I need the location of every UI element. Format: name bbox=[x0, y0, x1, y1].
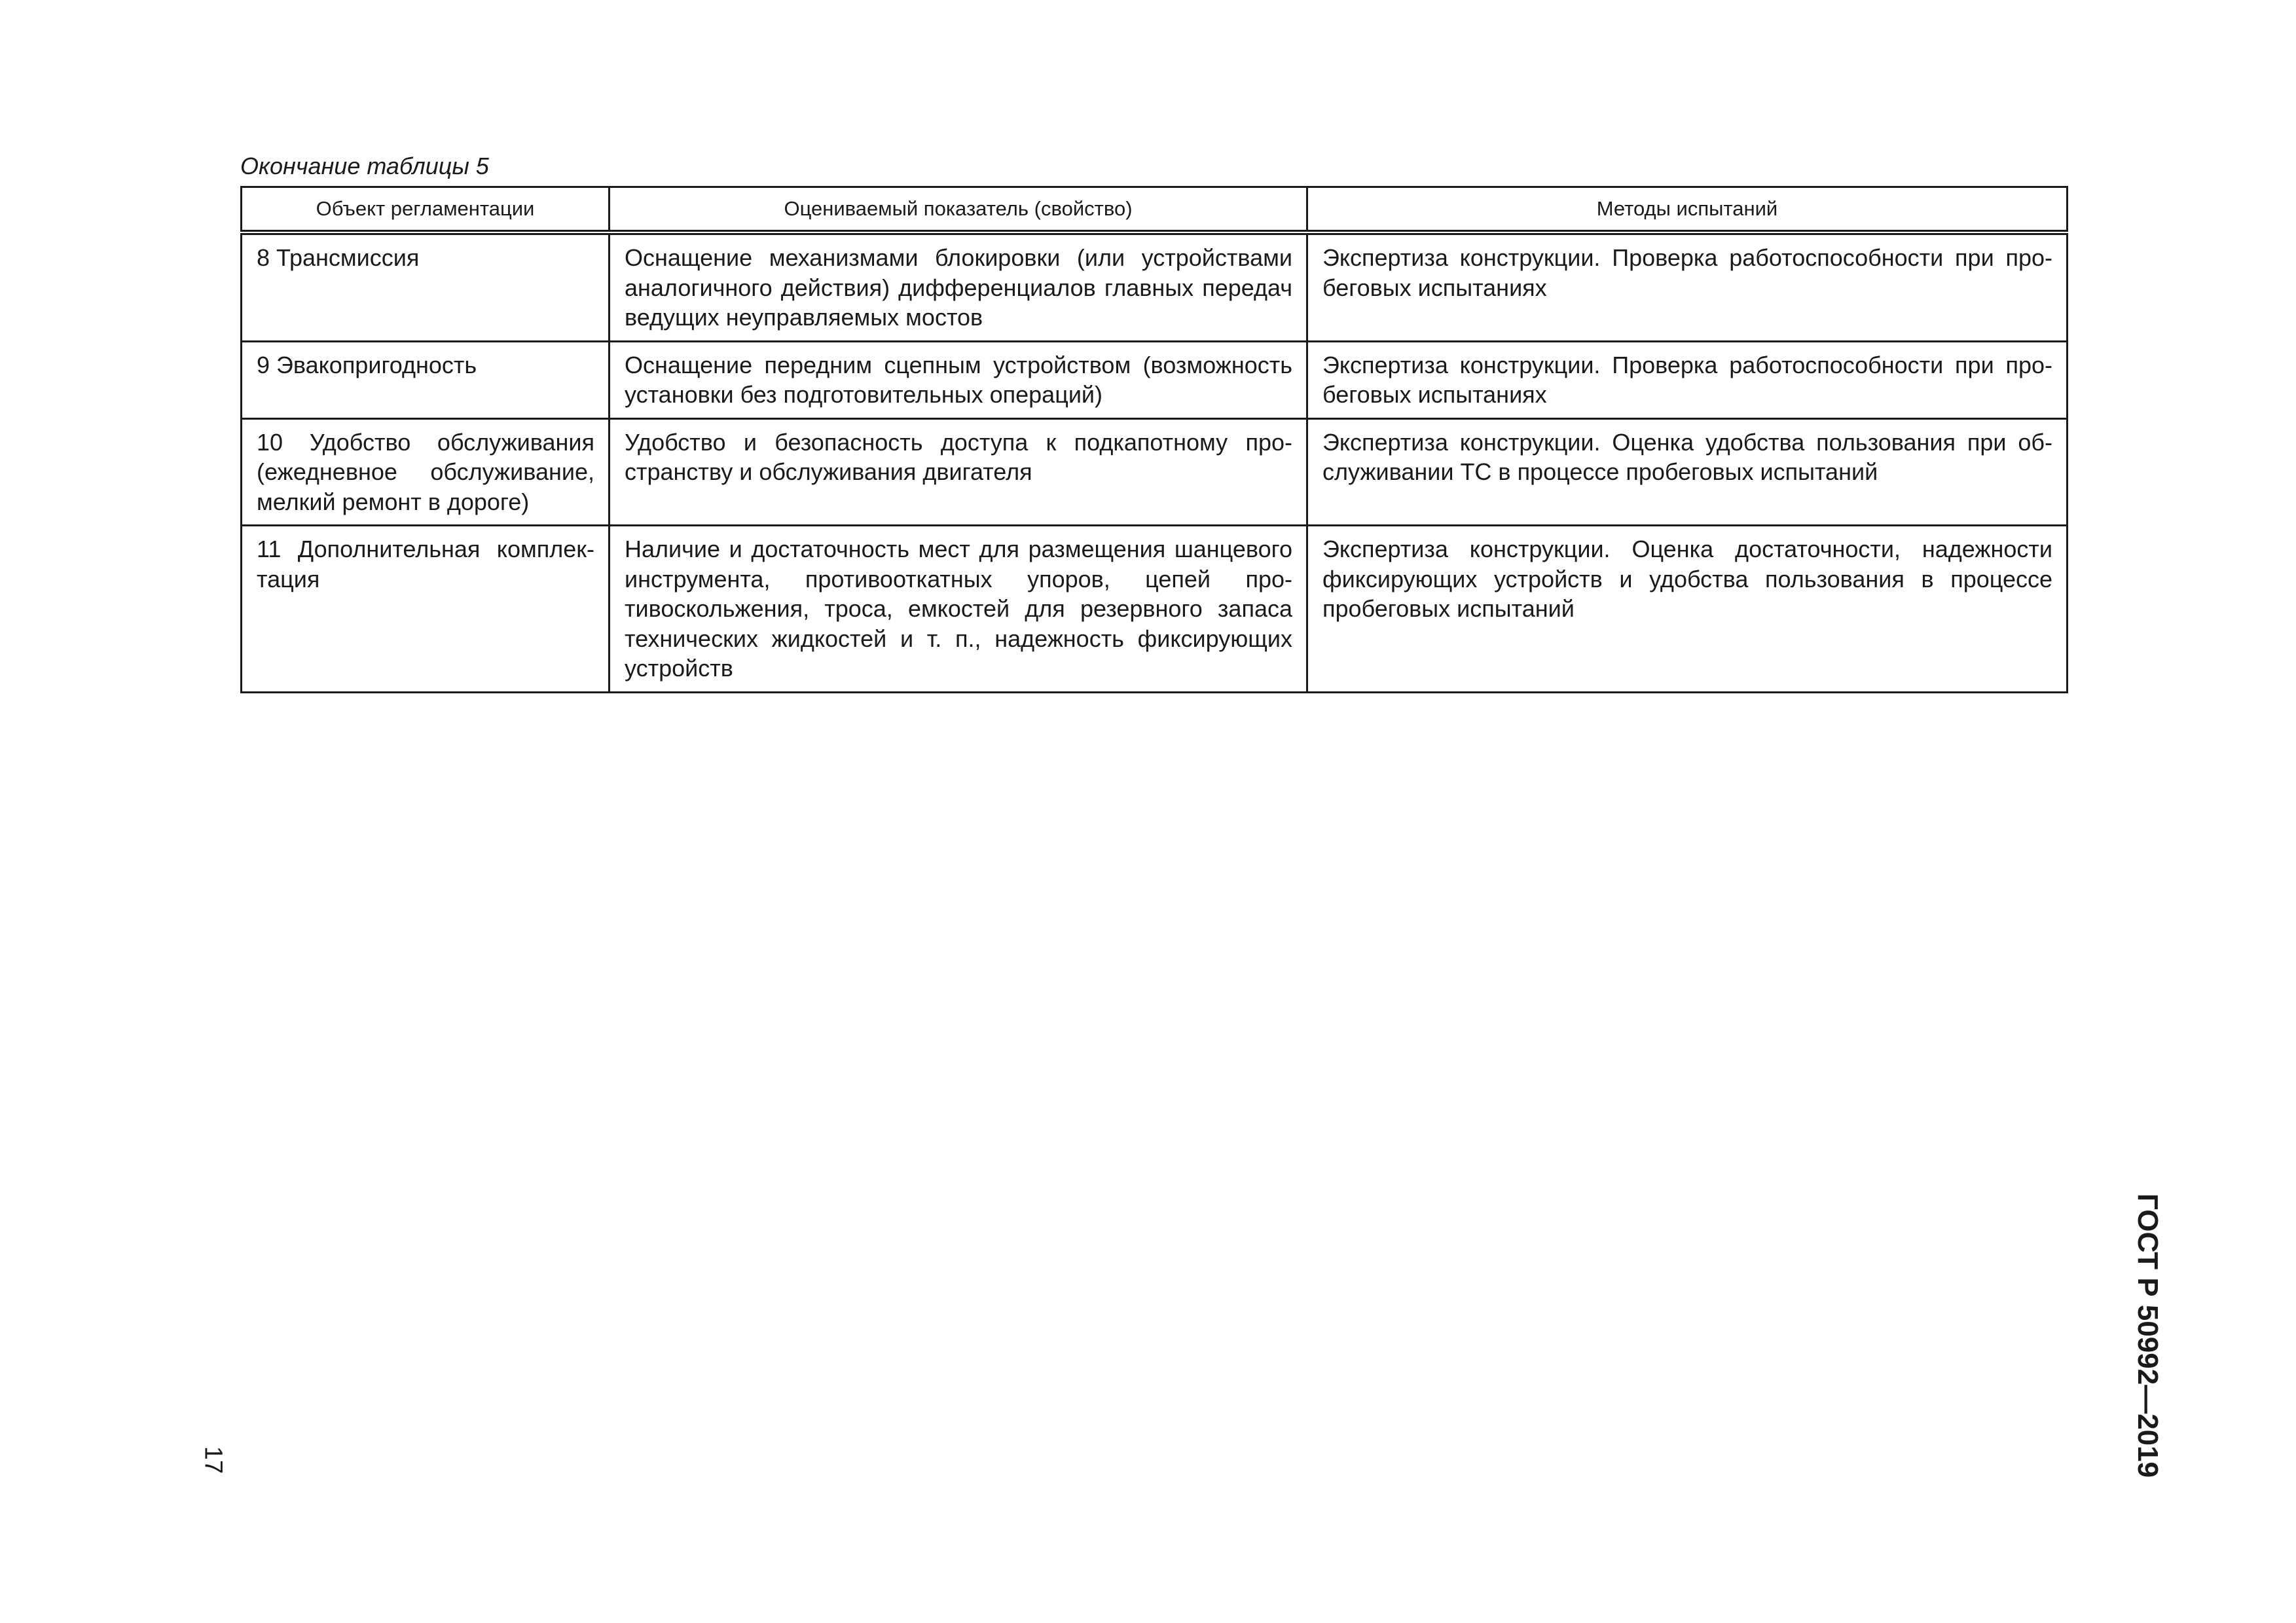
page-number-text: 17 bbox=[199, 1446, 227, 1474]
requirements-table bbox=[240, 186, 2068, 693]
table-row bbox=[242, 341, 2068, 418]
cell-methods: Экспертиза конструкции. Проверка работоспособности при пробеговых испытаниях bbox=[1307, 232, 2068, 341]
header-object: Объект регламентации bbox=[242, 187, 610, 233]
cell-object: 8 Трансмиссия bbox=[242, 232, 610, 341]
cell-object: 10 Удобство обслуживания (ежедневное обслуживание, мелкий ремонт в дороге) bbox=[242, 418, 610, 526]
table-row bbox=[242, 418, 2068, 526]
cell-indicator: Оснащение передним сцепным устройством (возможность установки без подготовительных операций) bbox=[610, 341, 1307, 418]
cell-methods: Экспертиза конструкции. Оценка удобства пользования при обслуживании ТС в процессе пробеговых испытаний bbox=[1307, 418, 2068, 526]
cell-indicator: Оснащение механизмами блокировки (или устройствами аналогичного действия) дифференциалов главных передач ведущих неуправляемых мостов bbox=[610, 232, 1307, 341]
header-indicator: Оцениваемый показатель (свойство) bbox=[610, 187, 1307, 233]
standard-designation-text: ГОСТ Р 50992—2019 bbox=[2132, 1193, 2164, 1478]
table-caption: Окончание таблицы 5 bbox=[240, 153, 489, 179]
standard-designation bbox=[2121, 1193, 2174, 1478]
cell-methods: Экспертиза конструкции. Оценка достаточности, надежности фиксирующих устройств и удобства пользования в процессе пробеговых испытаний bbox=[1307, 526, 2068, 693]
page-number bbox=[193, 1437, 232, 1483]
cell-indicator: Удобство и безопасность доступа к подкапотному пространству и обслуживания двигателя bbox=[610, 418, 1307, 526]
cell-indicator: Наличие и достаточность мест для размещения шанцевого инструмента, противооткатных упоров, цепей противоскольжения, троса, емкостей для резервного запаса технических жидкостей и т. п., надежность фиксирующих устройств bbox=[610, 526, 1307, 693]
table-header-row bbox=[242, 187, 2068, 233]
header-methods: Методы испытаний bbox=[1307, 187, 2068, 233]
cell-methods: Экспертиза конструкции. Проверка работоспособности при пробеговых испытаниях bbox=[1307, 341, 2068, 418]
table-row bbox=[242, 526, 2068, 693]
cell-object: 9 Эвакопригодность bbox=[242, 341, 610, 418]
cell-object: 11 Дополнительная комплектация bbox=[242, 526, 610, 693]
table-row bbox=[242, 232, 2068, 341]
